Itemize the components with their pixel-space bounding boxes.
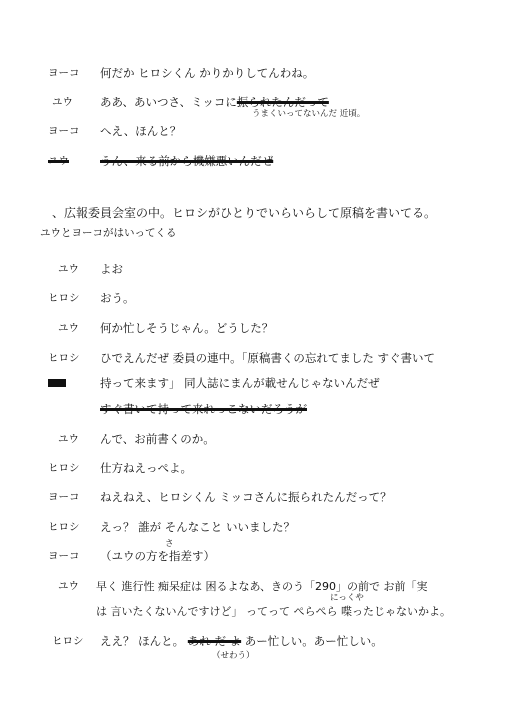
speaker-label: ユウ [48, 155, 69, 167]
dialogue-text: おう。 [100, 291, 135, 305]
dialogue-text-part: ああ、あいつさ、ミッコに [100, 95, 237, 109]
speaker-label: ヒロシ [48, 462, 80, 474]
speaker-label: ヒロシ [48, 521, 80, 533]
stage-note: （ユウの方を指差す） [100, 549, 215, 563]
dialogue-text: んで、お前書くのか。 [100, 432, 215, 446]
speaker-label: ヨーコ [48, 67, 80, 79]
struck-text: あれ だ よ [187, 634, 242, 648]
stage-direction-2: ユウとヨーコがはいってくる [40, 227, 177, 239]
speaker-label: ヒロシ [48, 292, 80, 304]
stage-direction: 、広報委員会室の中。ヒロシがひとりでいらいらして原稿を書いてる。 [52, 206, 437, 220]
speaker-scribble [48, 378, 66, 389]
speaker-label: ユウ [58, 580, 79, 592]
dialogue-text: 何だか ヒロシくん かりかりしてんわね。 [100, 66, 315, 80]
dialogue-text [100, 97, 329, 109]
ruby-annotation: さ [165, 539, 174, 549]
speaker-label: ヨーコ [48, 491, 80, 503]
dialogue-text: ねえねえ、ヒロシくん ミッコさんに振られたんだって？ [100, 490, 392, 504]
dialogue-text: えっ？ 誰が そんなこと いいました？ [100, 520, 295, 534]
speaker-label: ヒロシ [48, 352, 80, 364]
speaker-label: ユウ [58, 433, 79, 445]
speaker-label: ヨーコ [48, 550, 80, 562]
dialogue-text-part: ええ？ ほんと。 [100, 634, 185, 648]
speaker-label: ヒロシ [52, 635, 84, 647]
dialogue-text: ひでえんだぜ 委員の連中。「原稿書くの忘れてました すぐ書いて [100, 351, 436, 365]
dialogue-text: 仕方ねえっぺよ。 [100, 461, 192, 475]
insertion-note-2: （せわう） [212, 651, 255, 661]
dialogue-text: 何か忙しそうじゃん。どうした？ [100, 321, 274, 335]
struck-text: 振られたんだって [236, 95, 329, 109]
dialogue-text: よお [100, 262, 123, 276]
speaker-label: ヨーコ [48, 125, 80, 137]
struck-text: うん、来る前から機嫌悪いんだぜ [100, 154, 274, 168]
speaker-label: ユウ [52, 96, 73, 108]
speaker-label: ユウ [58, 322, 79, 334]
dialogue-text: へえ、ほんと？ [100, 124, 182, 138]
speaker-label: ユウ [58, 263, 79, 275]
dialogue-text: 持って来ます」 同人誌にまんが載せんじゃないんだぜ [100, 376, 380, 390]
dialogue-text: 早く 進行性 痴呆症は 困るよなあ、きのう「290」の前で お前「実 [96, 580, 428, 593]
dialogue-text [100, 636, 383, 648]
ruby-annotation-2: にっくや [330, 593, 364, 603]
dialogue-text-tail: あー忙しい。あー忙しい。 [244, 634, 383, 648]
dialogue-text: は 言いたくないんですけど」 ってって ぺらぺら 喋ったじゃないかよ。 [96, 605, 451, 618]
struck-text: すぐ書いて持って来れっこないだろうが [100, 402, 307, 416]
insertion-note: うまくいってないんだ 近頃。 [252, 109, 366, 119]
